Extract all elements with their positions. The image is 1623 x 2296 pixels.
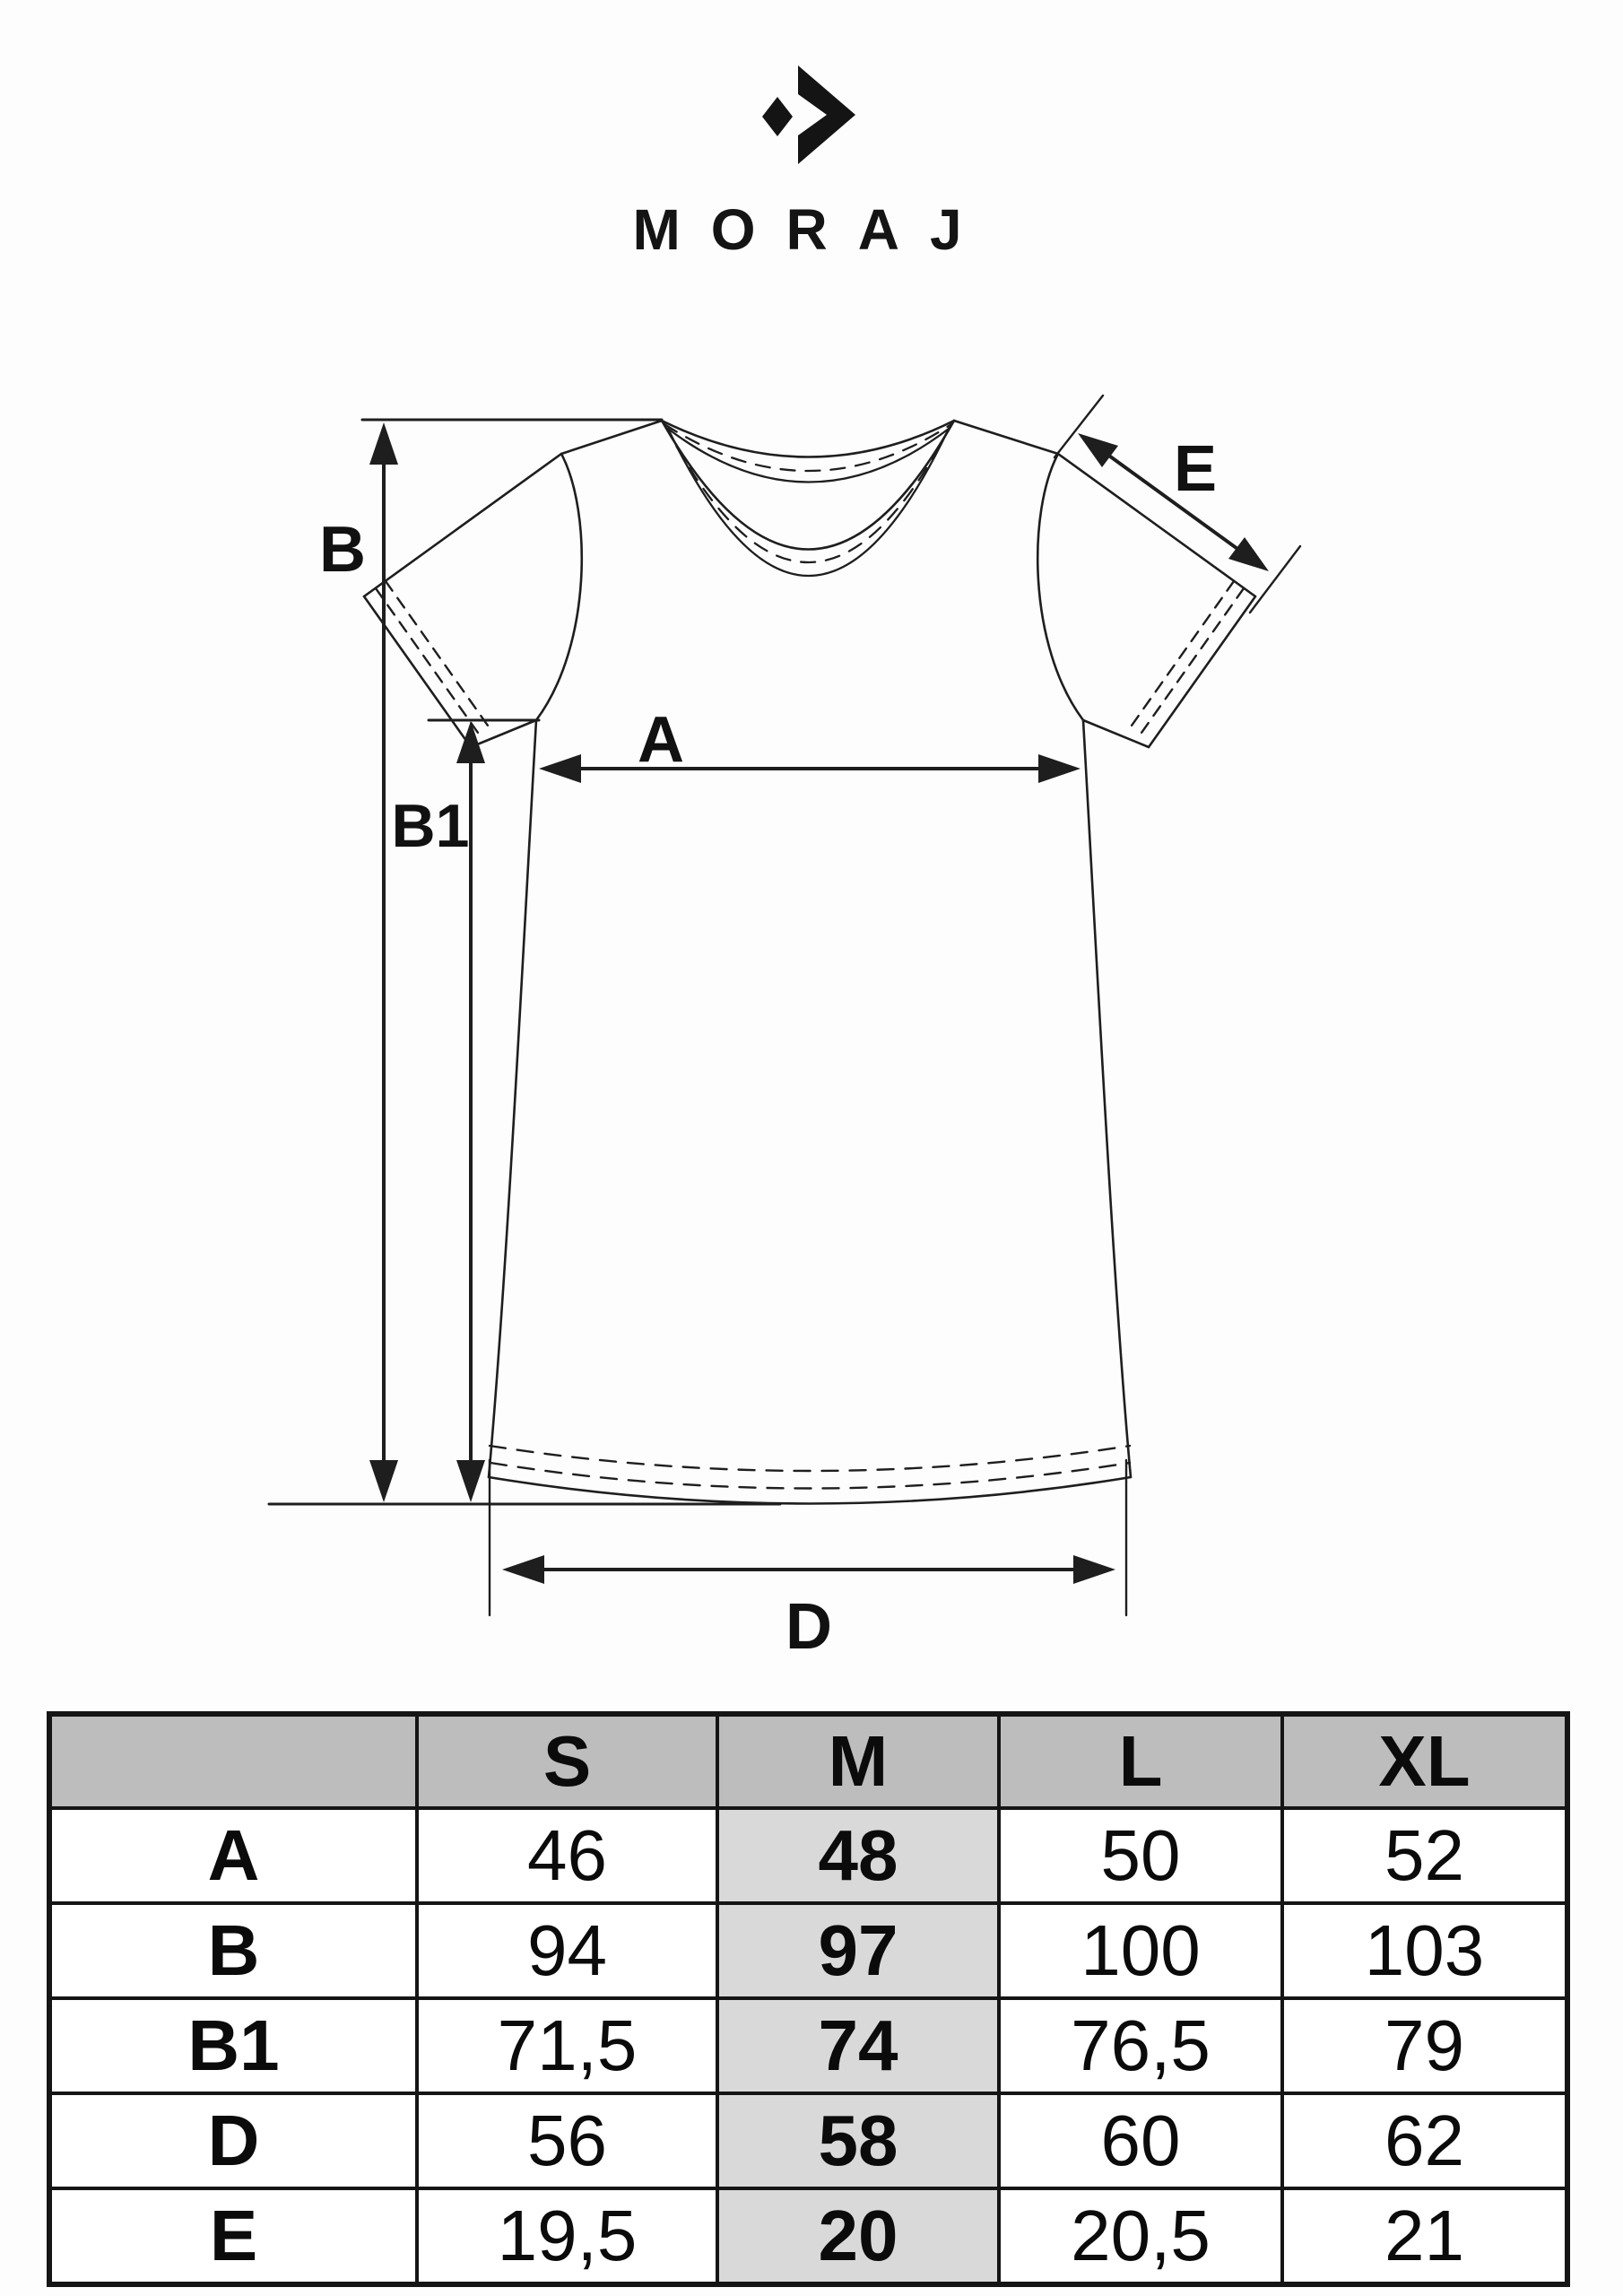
right-armhole-seam [1037,454,1083,720]
left-shoulder-and-sleeve-top [364,421,662,596]
brand-logo-icon [762,65,855,164]
cuff-stitching [376,581,1244,739]
table-cell: 20,5 [999,2188,1282,2284]
measurement-label-a: A [638,704,684,776]
extension-lines [269,396,1300,1615]
table-cell: 103 [1282,1903,1567,1998]
table-row-e [49,2188,1567,2284]
row-label: A [49,1808,417,1903]
table-cell: 71,5 [417,1998,717,2093]
table-cell-highlighted: 20 [717,2188,999,2284]
hem-stitching [490,1446,1130,1489]
row-label: B1 [49,1998,417,2093]
front-neckband-inner [668,429,949,576]
back-neckband-outer [662,421,954,457]
table-cell: 19,5 [417,2188,717,2284]
measurement-label-b: B [319,514,366,586]
measurement-arrows [384,439,1260,1570]
row-label: E [49,2188,417,2284]
left-sleeve-underside [471,720,536,747]
back-neckband-inner [668,429,949,483]
right-body-side [1083,720,1131,1477]
back-neckband-stitch [664,424,951,471]
size-table [47,1711,1570,2287]
measurement-label-b1: B1 [391,792,470,860]
size-column-header-xl: XL [1282,1714,1567,1808]
logo-chevron-shape [798,65,855,164]
arrowheads [369,422,1269,1584]
corner-cell [49,1714,417,1808]
table-cell: 50 [999,1808,1282,1903]
measurement-label-d: D [785,1591,832,1663]
table-cell-highlighted: 58 [717,2093,999,2188]
table-cell-highlighted: 97 [717,1903,999,1998]
brand-name: MORAJ [632,197,993,262]
right-cuff-edge [1149,596,1255,747]
right-sleeve-underside [1083,720,1149,747]
table-cell: 60 [999,2093,1282,2188]
table-cell: 100 [999,1903,1282,1998]
size-column-header-s: S [417,1714,717,1808]
hem-curve [489,1477,1131,1504]
table-row-b [49,1903,1567,1998]
table-cell-highlighted: 74 [717,1998,999,2093]
left-body-side [489,720,536,1477]
size-column-header-l: L [999,1714,1282,1808]
front-neckband-stitch [664,424,951,562]
measurement-labels [319,433,1217,1663]
logo-diamond-shape [762,97,793,136]
table-cell: 52 [1282,1808,1567,1903]
table-cell: 94 [417,1903,717,1998]
table-cell-highlighted: 48 [717,1808,999,1903]
size-table-header-row [49,1714,1567,1808]
table-cell: 79 [1282,1998,1567,2093]
table-cell: 46 [417,1808,717,1903]
table-row-a [49,1808,1567,1903]
row-label: D [49,2093,417,2188]
table-row-d [49,2093,1567,2188]
row-label: B [49,1903,417,1998]
table-cell: 62 [1282,2093,1567,2188]
tshirt-outline [364,421,1255,1504]
size-column-header-m: M [717,1714,999,1808]
table-cell: 21 [1282,2188,1567,2284]
table-cell: 56 [417,2093,717,2188]
table-cell: 76,5 [999,1998,1282,2093]
measurement-label-e: E [1173,433,1218,505]
table-row-b1 [49,1998,1567,2093]
left-cuff-edge [364,596,471,747]
left-armhole-seam [536,454,582,720]
